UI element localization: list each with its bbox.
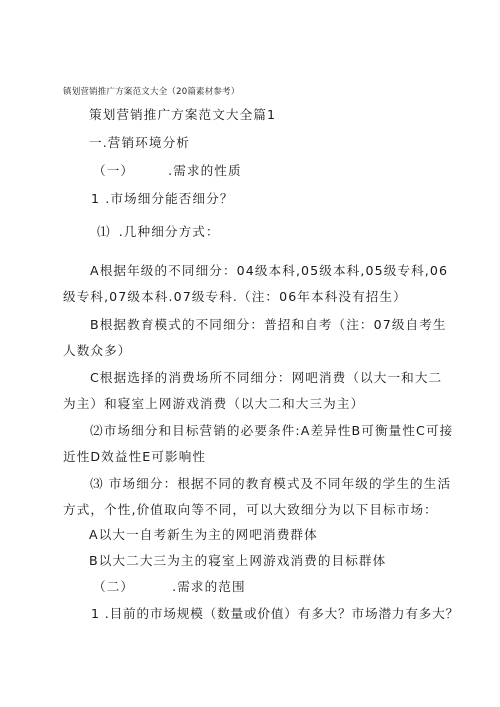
doc-title: 策划营销推广方案范文大全篇1: [89, 107, 277, 122]
subsection-title: .需求的性质: [168, 163, 242, 178]
paragraph-c: C根据选择的消费场所不同细分：网吧消费（以大一和大二为主）和寝室上网游戏消费（以大二和大三为主）: [63, 370, 443, 411]
paragraph-3: ⑶ 市场细分：根据不同的教育模式及不同年级的学生的生活方式，个性,价值取向等不同，可以大致细分为以下目标市场：: [63, 476, 452, 517]
target-group-a: A以大一自考新生为主的网吧消费群体: [89, 527, 318, 542]
paragraph-b: B根据教育模式的不同细分：普招和自考（注：07级自考生人数众多）: [63, 317, 447, 358]
question-2: 1 .目前的市场规模（数量或价值）有多大？市场潜力有多大？: [91, 606, 460, 621]
subsection-title: .需求的范围: [172, 579, 246, 594]
item-heading-1: [97, 224, 220, 240]
header-note: 镇划营销推广方案范文大全（20篇素材参考）: [63, 87, 240, 97]
item-number: ⑴: [97, 224, 111, 239]
question-1: 1 .市场细分能否细分？: [91, 191, 234, 206]
target-group-b: B以大二大三为主的寝室上网游戏消费的目标群体: [89, 553, 387, 568]
paragraph-a: A根据年级的不同细分：04级本科,05级本科,05级专科,06级专科,07级本科.07级专科.（注：06年本科没有招生）: [63, 263, 449, 304]
subsection-number: （二）: [93, 579, 135, 594]
subsection-number: （一）: [93, 163, 135, 178]
subsection-heading-1-2: [93, 579, 246, 595]
subsection-heading-1-1: [93, 163, 242, 179]
item-title: .几种细分方式：: [118, 224, 220, 239]
section-heading-1: 一.营销环境分析: [89, 135, 190, 150]
paragraph-2: ⑵市场细分和目标营销的必要条件:A差异性B可衡量性C可接近性D效益性E可影响性: [63, 423, 454, 464]
